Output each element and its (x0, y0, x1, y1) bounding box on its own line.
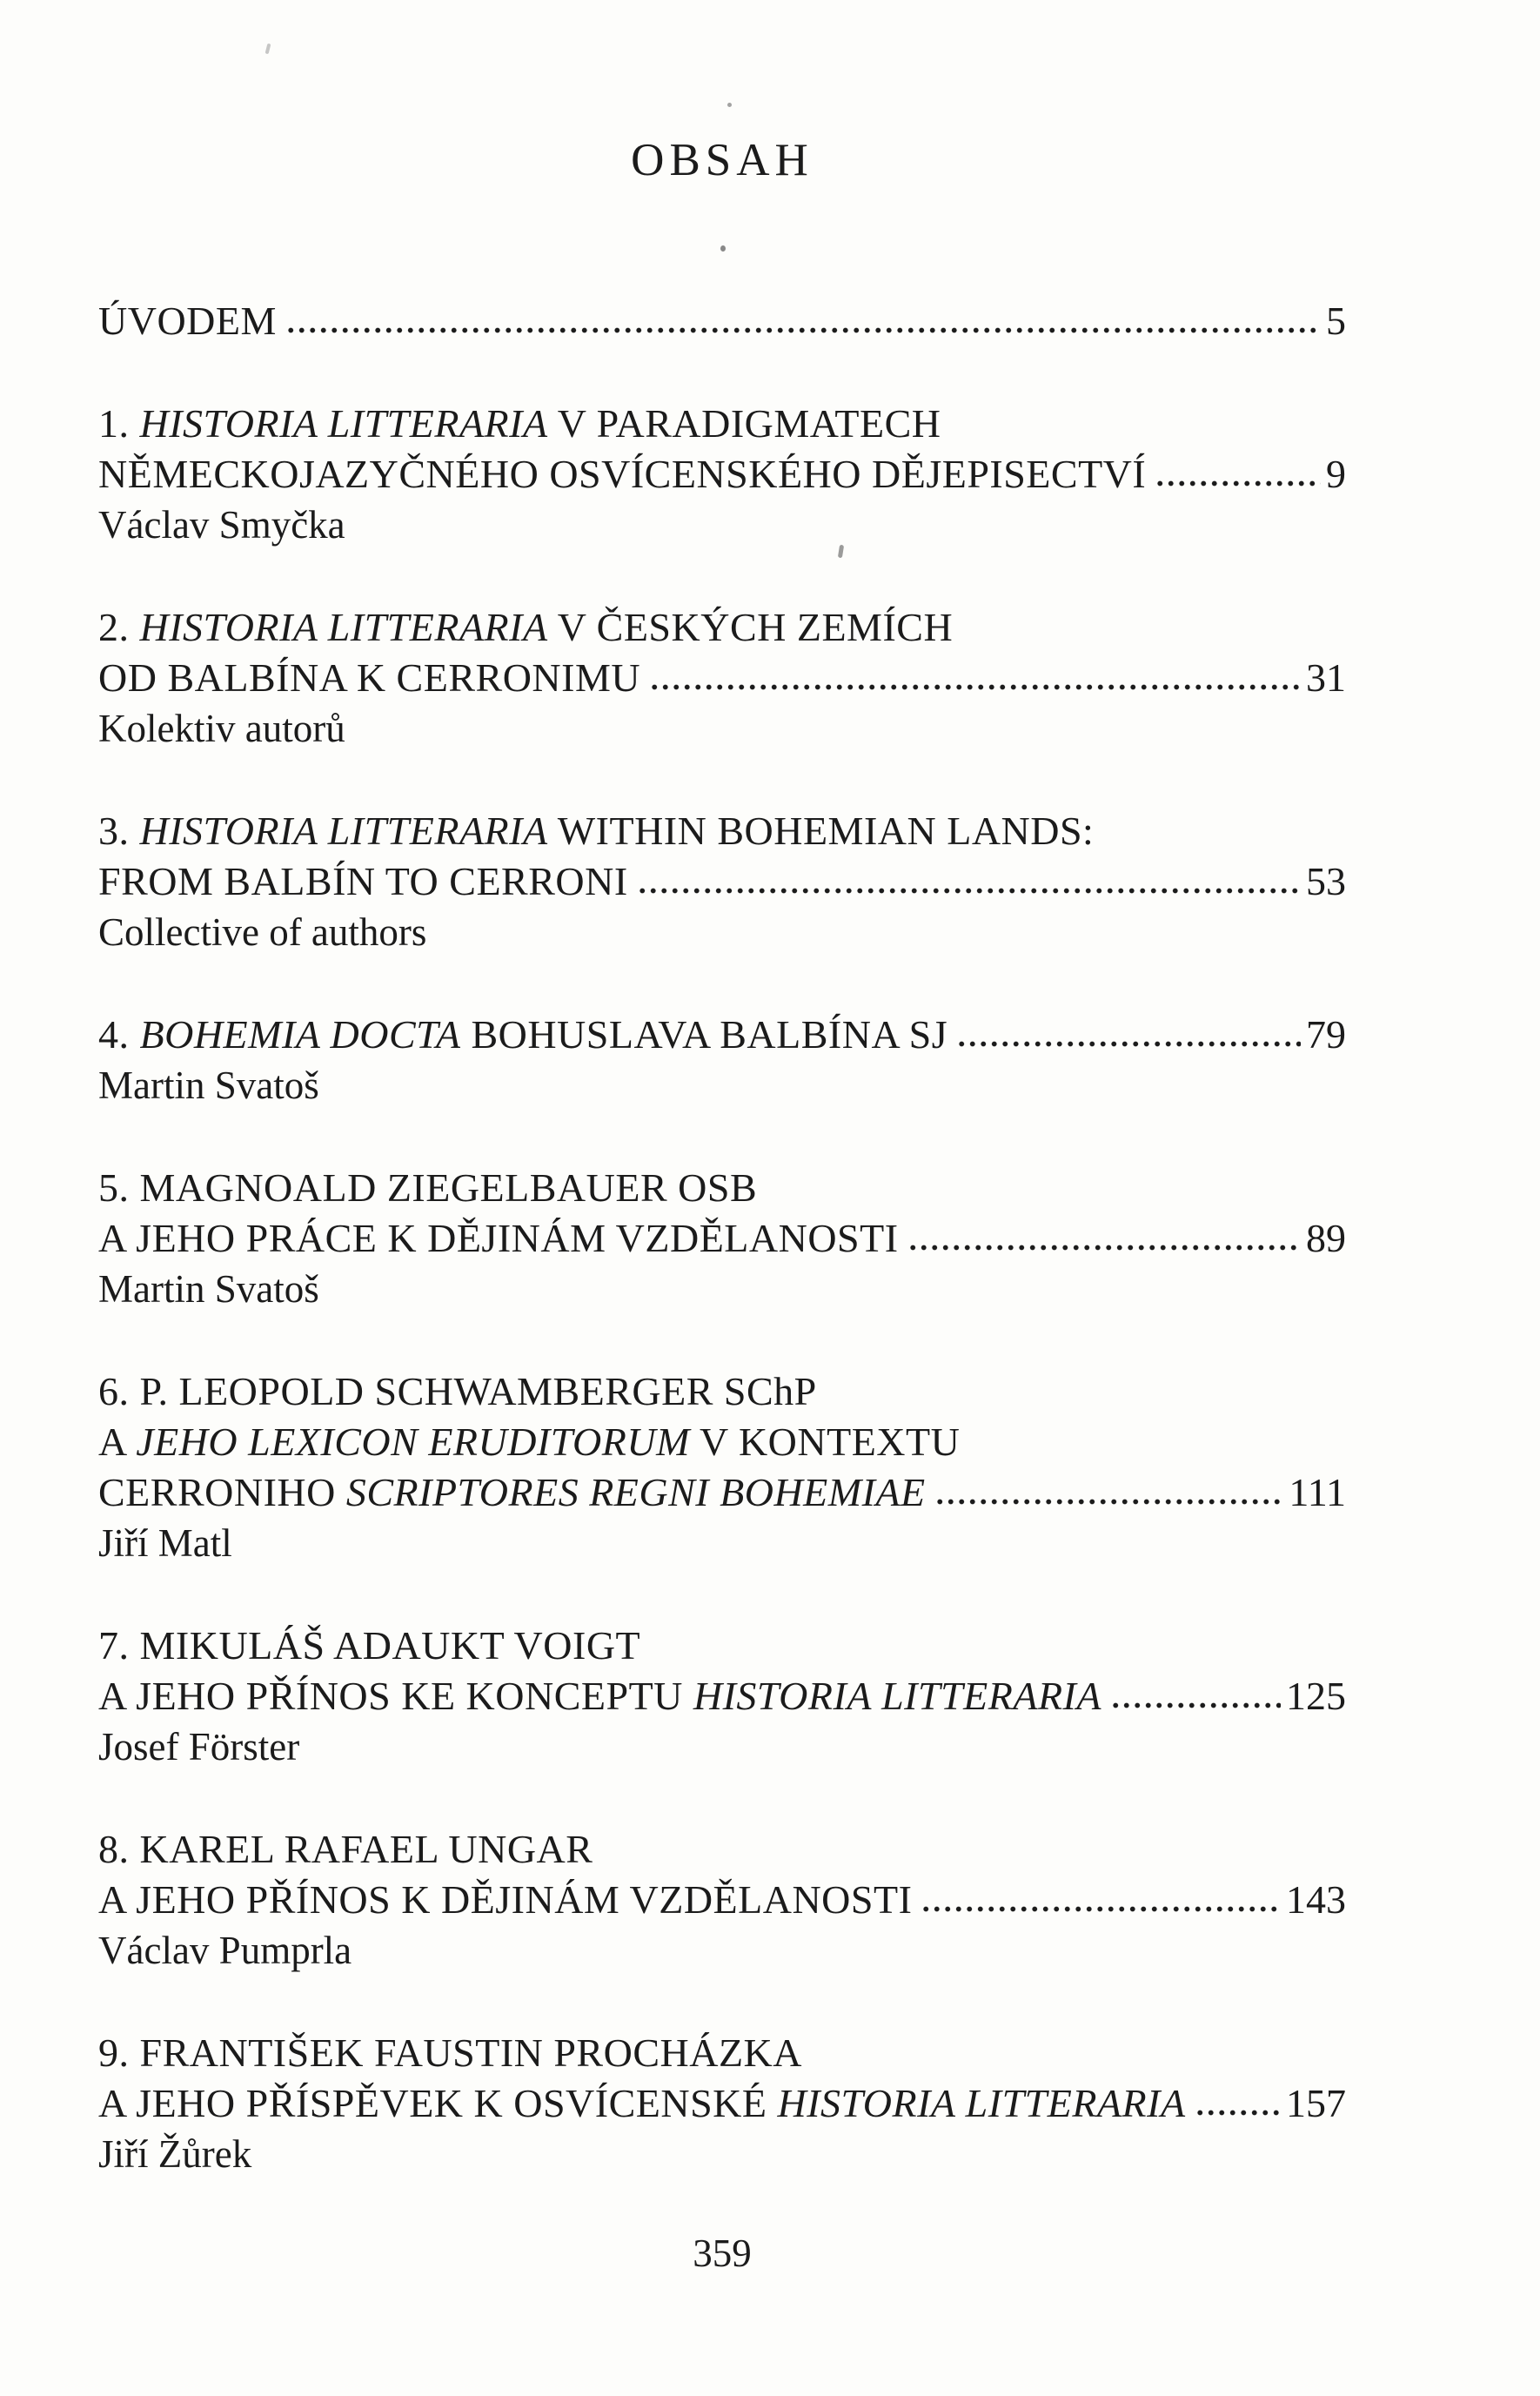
scan-speck (727, 103, 732, 107)
toc-entry-title-text (98, 605, 953, 649)
title-run: 4. (98, 1012, 140, 1057)
title-run: 2. (98, 605, 140, 649)
toc-entry-author: Kolektiv autorů (98, 707, 345, 750)
toc-entry-title-line (98, 449, 1346, 500)
toc-entry (98, 1824, 1346, 1976)
toc-entry-title-text (98, 449, 1146, 500)
toc-entry-title-text (98, 1827, 593, 1871)
page-number: 157 (1286, 2081, 1346, 2125)
title-run-italic: HISTORIA LITTERARIA (693, 1674, 1101, 1718)
title-run: A JEHO PŘÍNOS KE KONCEPTU (98, 1674, 693, 1718)
toc-entry-title-text (98, 1369, 817, 1413)
title-run: OD BALBÍNA K CERRONIMU (98, 655, 641, 700)
title-run: BOHUSLAVA BALBÍNA SJ (460, 1012, 948, 1057)
title-run: CERRONIHO (98, 1470, 346, 1514)
page-number: 31 (1306, 655, 1346, 700)
page-number: 79 (1306, 1012, 1346, 1057)
scan-speck (720, 245, 726, 252)
toc-entry-title-text (98, 2078, 1186, 2129)
title-run: V ČESKÝCH ZEMÍCH (547, 605, 954, 649)
page-number: 111 (1289, 1470, 1346, 1514)
toc-entry-title-line (98, 1010, 1346, 1060)
toc-entry-title-line (98, 1824, 1346, 1875)
toc-entry-title-line (98, 1467, 1346, 1518)
title-run-italic: HISTORIA LITTERARIA (139, 605, 548, 649)
title-run: 5. MAGNOALD ZIEGELBAUER OSB (98, 1165, 758, 1210)
toc-entry-title-line (98, 2078, 1346, 2129)
toc-entry-author: Collective of authors (98, 910, 427, 954)
dot-leader (1155, 480, 1321, 487)
toc-entry-title-text (98, 856, 628, 907)
toc-intro-page-number: 5 (1326, 299, 1346, 343)
toc-entry-author: Jiří Žůrek (98, 2132, 252, 2176)
toc-entry-title-line (98, 653, 1346, 703)
dot-leader (921, 1905, 1281, 1913)
title-run: 8. KAREL RAFAEL UNGAR (98, 1827, 593, 1871)
toc-entry-title-line (98, 1163, 1346, 1213)
toc-intro-label: ÚVODEM (98, 299, 277, 343)
page-number: 53 (1306, 859, 1346, 903)
title-run: FROM BALBÍN TO CERRONI (98, 859, 628, 903)
toc-entry (98, 2028, 1346, 2179)
toc-entry-title-text (98, 1165, 757, 1210)
toc-entry-title-line (98, 399, 1346, 449)
footer-page-number: 359 (693, 2232, 752, 2275)
toc-entry-title-text (98, 653, 640, 703)
page-number: 9 (1326, 452, 1346, 496)
dot-leader (649, 683, 1301, 691)
toc-entry-title-text (98, 1875, 912, 1925)
toc-entry-title-line (98, 806, 1346, 856)
toc-intro-row (98, 296, 1346, 346)
toc-entry-title-text (98, 1671, 1101, 1721)
toc-entry-author: Václav Smyčka (98, 503, 345, 547)
title-run-italic: HISTORIA LITTERARIA (139, 809, 548, 853)
title-run: 1. (98, 401, 140, 446)
dot-leader (907, 1244, 1301, 1252)
toc-entry (98, 1163, 1346, 1314)
toc-entry-title-line (98, 1213, 1346, 1264)
page-number: 89 (1306, 1216, 1346, 1260)
toc-entry-title-text (98, 1467, 926, 1518)
toc-entry-title-line (98, 1621, 1346, 1671)
dot-leader (956, 1040, 1301, 1048)
toc-entry-title-line (98, 1671, 1346, 1721)
title-run: WITHIN BOHEMIAN LANDS: (547, 809, 1095, 853)
toc-entry-title-text (98, 1010, 947, 1060)
page-number: 143 (1286, 1877, 1346, 1922)
title-run: 6. P. LEOPOLD SCHWAMBERGER SChP (98, 1369, 817, 1413)
toc-entry (98, 806, 1346, 957)
toc-entry-title-line (98, 1366, 1346, 1417)
page-number: 125 (1286, 1674, 1346, 1718)
toc-entries (98, 399, 1346, 2179)
title-run: 9. FRANTIŠEK FAUSTIN PROCHÁZKA (98, 2030, 802, 2075)
title-run: V KONTEXTU (689, 1419, 961, 1464)
toc-entry-title-line (98, 856, 1346, 907)
dot-leader (285, 326, 1321, 334)
toc-entry-title-line (98, 1875, 1346, 1925)
toc-entry-title-text (98, 1419, 960, 1464)
toc-entry (98, 399, 1346, 550)
toc-entry (98, 602, 1346, 754)
title-run-italic: SCRIPTORES REGNI BOHEMIAE (345, 1470, 926, 1514)
title-run-italic: JEHO LEXICON ERUDITORUM (136, 1419, 690, 1464)
title-run: A (98, 1419, 137, 1464)
toc-entry-author: Josef Förster (98, 1725, 300, 1768)
title-run: 3. (98, 809, 140, 853)
title-run-italic: BOHEMIA DOCTA (139, 1012, 461, 1057)
toc-entry-author: Martin Svatoš (98, 1064, 319, 1107)
title-run-italic: HISTORIA LITTERARIA (139, 401, 548, 446)
toc-entry (98, 1621, 1346, 1772)
title-run: NĚMECKOJAZYČNÉHO OSVÍCENSKÉHO DĚJEPISECTVÍ (98, 452, 1147, 496)
toc-entry-title-text (98, 401, 941, 446)
toc-content-column (98, 0, 1346, 2279)
toc-entry-title-text (98, 2030, 802, 2075)
dot-leader (934, 1498, 1284, 1506)
toc-entry-title-text (98, 809, 1094, 853)
toc-entry-author: Václav Pumprla (98, 1929, 352, 1972)
title-run: V PARADIGMATECH (547, 401, 941, 446)
dot-leader (637, 887, 1301, 895)
toc-entry (98, 1010, 1346, 1111)
title-run: A JEHO PRÁCE K DĚJINÁM VZDĚLANOSTI (98, 1216, 899, 1260)
title-run: A JEHO PŘÍNOS K DĚJINÁM VZDĚLANOSTI (98, 1877, 913, 1922)
toc-entry-title-line (98, 602, 1346, 653)
title-run: 7. MIKULÁŠ ADAUKT VOIGT (98, 1623, 641, 1668)
page-title: OBSAH (631, 135, 814, 185)
toc-entry-author: Martin Svatoš (98, 1267, 319, 1311)
toc-entry-title-line (98, 1417, 1346, 1467)
dot-leader (1110, 1701, 1281, 1709)
toc-entry-title-text (98, 1623, 640, 1668)
title-run: A JEHO PŘÍSPĚVEK K OSVÍCENSKÉ (98, 2081, 778, 2125)
toc-entry-title-line (98, 2028, 1346, 2078)
toc-entry-author: Jiří Matl (98, 1521, 232, 1565)
dot-leader (1195, 2109, 1281, 2117)
toc-entry-title-text (98, 1213, 899, 1264)
title-run-italic: HISTORIA LITTERARIA (777, 2081, 1186, 2125)
toc-entry (98, 1366, 1346, 1568)
